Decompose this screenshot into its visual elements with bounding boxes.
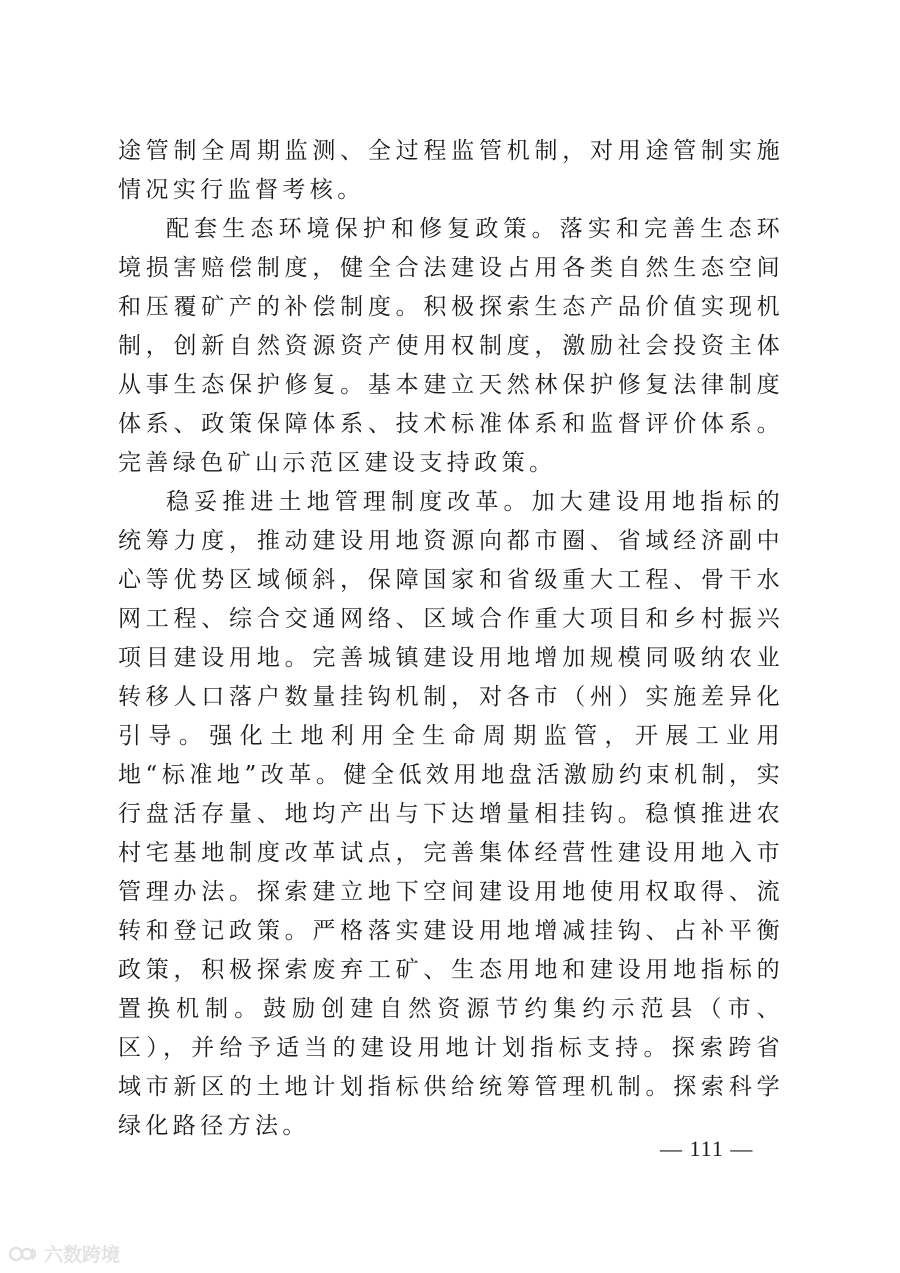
watermark: [8, 1240, 120, 1267]
watermark-text: 六数跨境: [44, 1244, 121, 1266]
paragraph-continuation: 途管制全周期监测、全过程监管机制，对用途管制实施情况实行监督考核。: [118, 138, 784, 203]
page-body: [118, 132, 784, 1146]
page-number: — 111 —: [660, 1136, 754, 1161]
paragraph-land-management-reform: 稳妥推进土地管理制度改革。加大建设用地指标的统筹力度，推动建设用地资源向都市圈、省域经济副中心等优势区域倾斜，保障国家和省级重大工程、骨干水网工程、综合交通网络、区域合作重大项目和乡村振兴项目建设用地。完善城镇建设用地增加规模同吸纳农业转移人口落户数量挂钩机制，对各市（州）实施差异化引导。强化土地利用全生命周期监管，开展工业用地“标准地”改革。健全低效用地盘活激励约束机制，实行盘活存量、地均产出与下达增量相挂钩。稳慎推进农村宅基地制度改革试点，完善集体经营性建设用地入市管理办法。探索建立地下空间建设用地使用权取得、流转和登记政策。严格落实建设用地增减挂钩、占补平衡政策，积极探索废弃工矿、生态用地和建设用地指标的置换机制。鼓励创建自然资源节约集约示范县（市、区），并给予适当的建设用地计划指标支持。探索跨省域市新区的土地计划指标供给统筹管理机制。探索科学绿化路径方法。: [118, 489, 784, 1139]
paragraph-ecological-restoration-policy: 配套生态环境保护和修复政策。落实和完善生态环境损害赔偿制度，健全合法建设占用各类自然生态空间和压覆矿产的补偿制度。积极探索生态产品价值实现机制，创新自然资源资产使用权制度，激励社会投资主体从事生态保护修复。基本建立天然林保护修复法律制度体系、政策保障体系、技术标准体系和监督评价体系。完善绿色矿山示范区建设支持政策。: [118, 216, 784, 476]
brand-logo-icon: [8, 1243, 40, 1265]
